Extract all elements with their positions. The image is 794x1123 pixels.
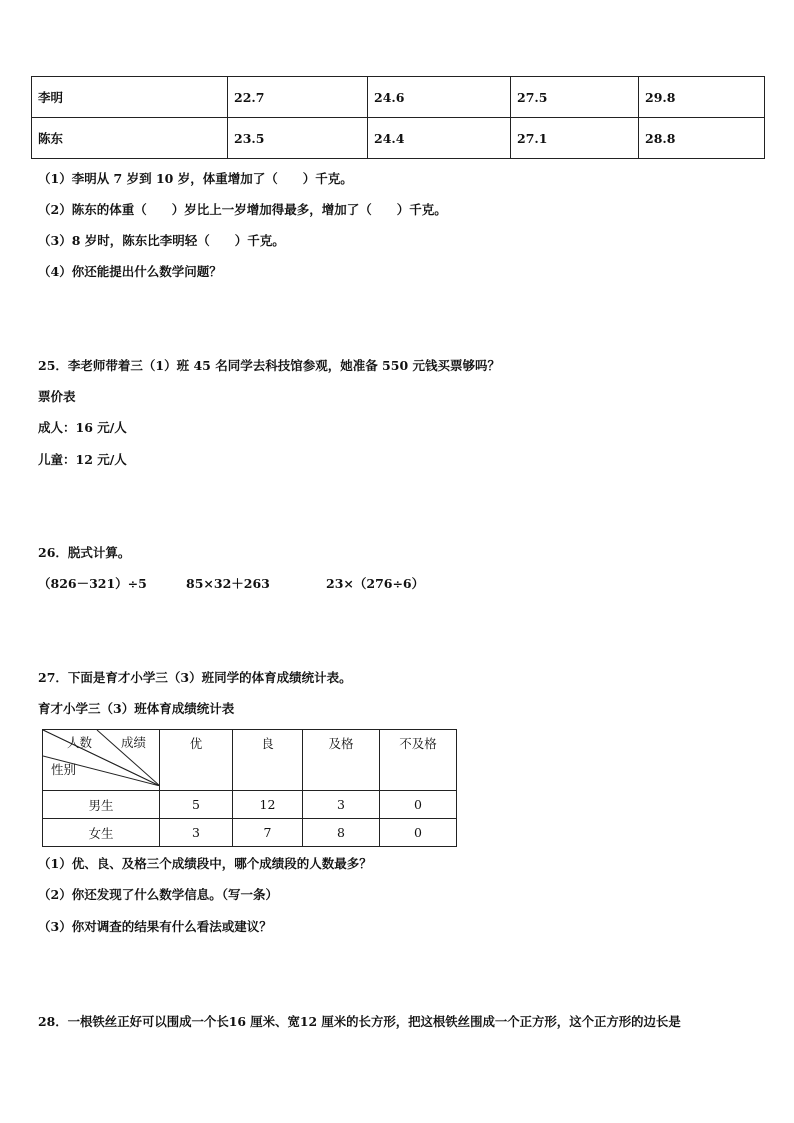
table-cell: 27.1 — [511, 118, 639, 159]
corner-label-gender: 性别 — [51, 762, 77, 777]
row-label-boys: 男生 — [43, 791, 160, 819]
q26-stem: 26．脱式计算。 — [38, 545, 131, 560]
table-cell: 7 — [233, 819, 303, 847]
q26-expr3: 23×（276÷6） — [326, 576, 425, 591]
row-name: 李明 — [32, 77, 228, 118]
table-cell: 12 — [233, 791, 303, 819]
weight-table — [31, 76, 765, 159]
q24-sub4: （4）你还能提出什么数学问题？ — [38, 264, 222, 279]
header-excellent: 优 — [160, 730, 233, 791]
table-cell: 28.8 — [639, 118, 765, 159]
table-cell: 3 — [160, 819, 233, 847]
table-cell: 3 — [303, 791, 380, 819]
q28-stem: 28．一根铁丝正好可以围成一个长16 厘米、宽12 厘米的长方形，把这根铁丝围成一个正方形，这个正方形的边长是 — [38, 1014, 681, 1029]
q26-expr1: （826－321）÷5 — [38, 576, 147, 591]
q26-expr2: 85×32＋263 — [186, 576, 270, 591]
table-cell: 22.7 — [228, 77, 368, 118]
row-label-girls: 女生 — [43, 819, 160, 847]
q24-sub3: （3）8 岁时，陈东比李明轻（ ）千克。 — [38, 233, 285, 248]
q25-stem: 25．李老师带着三（1）班 45 名同学去科技馆参观，她准备 550 元钱买票够吗？ — [38, 358, 500, 373]
table-row — [43, 819, 457, 847]
header-pass: 及格 — [303, 730, 380, 791]
table-cell: 8 — [303, 819, 380, 847]
q24-sub1: （1）李明从 7 岁到 10 岁，体重增加了（ ）千克。 — [38, 171, 353, 186]
table-cell: 29.8 — [639, 77, 765, 118]
child-price: 儿童：12 元/人 — [38, 452, 127, 467]
q27-sub2: （2）你还发现了什么数学信息。（写一条） — [38, 887, 278, 902]
table-row — [43, 791, 457, 819]
q24-sub2: （2）陈东的体重（ ）岁比上一岁增加得最多，增加了（ ）千克。 — [38, 202, 447, 217]
header-fail: 不及格 — [380, 730, 457, 791]
table-cell: 27.5 — [511, 77, 639, 118]
sports-score-table — [42, 729, 457, 847]
corner-label-count: 人数 — [67, 735, 93, 750]
table-row — [32, 118, 765, 159]
table-cell: 24.4 — [368, 118, 511, 159]
diagonal-header-cell — [43, 730, 160, 791]
corner-label-score: 成绩 — [121, 735, 147, 750]
q27-stem: 27．下面是育才小学三（3）班同学的体育成绩统计表。 — [38, 670, 352, 685]
adult-price: 成人：16 元/人 — [38, 420, 127, 435]
table-cell: 0 — [380, 819, 457, 847]
table-header-row — [43, 730, 457, 791]
row-name: 陈东 — [32, 118, 228, 159]
table-cell: 24.6 — [368, 77, 511, 118]
ticket-price-title: 票价表 — [38, 389, 76, 404]
q27-table-title: 育才小学三（3）班体育成绩统计表 — [38, 701, 235, 716]
header-good: 良 — [233, 730, 303, 791]
table-row — [32, 77, 765, 118]
q27-sub1: （1）优、良、及格三个成绩段中，哪个成绩段的人数最多？ — [38, 856, 372, 871]
q27-sub3: （3）你对调查的结果有什么看法或建议？ — [38, 919, 272, 934]
table-cell: 0 — [380, 791, 457, 819]
table-cell: 23.5 — [228, 118, 368, 159]
table-cell: 5 — [160, 791, 233, 819]
